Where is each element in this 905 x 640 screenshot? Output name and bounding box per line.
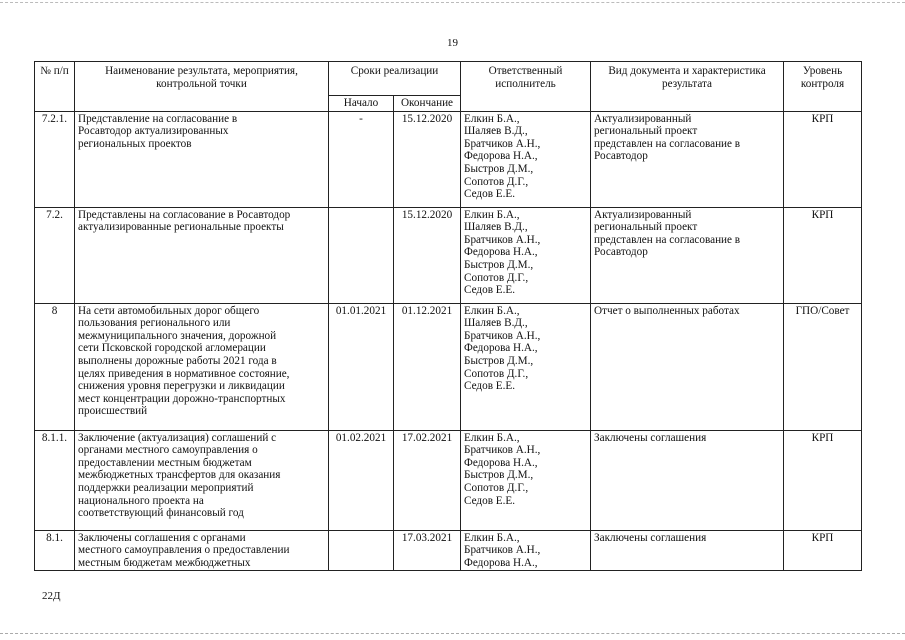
row-level: КРП xyxy=(784,530,862,571)
row-doc-type: Заключены соглашения xyxy=(591,530,784,571)
row-end: 15.12.2020 xyxy=(394,111,461,207)
scan-edge-top xyxy=(0,2,905,3)
row-name: Представление на согласование в Росавтодор актуализированных региональных проектов xyxy=(75,111,329,207)
row-num: 8 xyxy=(35,303,75,430)
row-start: - xyxy=(329,111,394,207)
scan-edge-bottom xyxy=(0,633,905,634)
row-doc-type: Актуализированный региональный проект представлен на согласование в Росавтодор xyxy=(591,207,784,303)
row-num: 7.2. xyxy=(35,207,75,303)
header-name: Наименование результата, мероприятия, контрольной точки xyxy=(75,62,329,112)
row-level: КРП xyxy=(784,111,862,207)
table-row xyxy=(35,430,862,530)
row-responsible: Елкин Б.А., Шаляев В.Д., Братчиков А.Н., Федорова Н.А., Быстров Д.М., Сопотов Д.Г., Седов Е.Е. xyxy=(461,303,591,430)
header-level: Уровень контроля xyxy=(784,62,862,112)
page-number: 19 xyxy=(447,37,458,49)
row-level: КРП xyxy=(784,430,862,530)
header-end: Окончание xyxy=(394,96,461,112)
row-start xyxy=(329,530,394,571)
row-start: 01.01.2021 xyxy=(329,303,394,430)
table-row xyxy=(35,530,862,571)
table-row xyxy=(35,207,862,303)
row-level: КРП xyxy=(784,207,862,303)
row-doc-type: Отчет о выполненных работах xyxy=(591,303,784,430)
row-start: 01.02.2021 xyxy=(329,430,394,530)
row-num: 8.1.1. xyxy=(35,430,75,530)
row-end: 17.02.2021 xyxy=(394,430,461,530)
row-end: 15.12.2020 xyxy=(394,207,461,303)
row-doc-type: Заключены соглашения xyxy=(591,430,784,530)
row-end: 01.12.2021 xyxy=(394,303,461,430)
row-responsible: Елкин Б.А., Шаляев В.Д., Братчиков А.Н., Федорова Н.А., Быстров Д.М., Сопотов Д.Г., Седов Е.Е. xyxy=(461,207,591,303)
row-name: Представлены на согласование в Росавтодор актуализированные региональные проекты xyxy=(75,207,329,303)
row-responsible: Елкин Б.А., Братчиков А.Н., Федорова Н.А., Быстров Д.М., Сопотов Д.Г., Седов Е.Е. xyxy=(461,430,591,530)
header-terms: Сроки реализации xyxy=(329,62,461,96)
row-name: Заключение (актуализация) соглашений с органами местного самоуправления о предоставлении местным бюджетам межбюджетных трансфертов для оказания поддержки реализации мероприятий национального проекта на соответствующий финансовый год xyxy=(75,430,329,530)
row-doc-type: Актуализированный региональный проект представлен на согласование в Росавтодор xyxy=(591,111,784,207)
row-num: 8.1. xyxy=(35,530,75,571)
row-end: 17.03.2021 xyxy=(394,530,461,571)
row-num: 7.2.1. xyxy=(35,111,75,207)
header-num: № п/п xyxy=(35,62,75,112)
row-name: Заключены соглашения с органами местного самоуправления о предоставлении местным бюджетам межбюджетных xyxy=(75,530,329,571)
row-level: ГПО/Совет xyxy=(784,303,862,430)
row-start xyxy=(329,207,394,303)
table-row xyxy=(35,111,862,207)
row-responsible: Елкин Б.А., Шаляев В.Д., Братчиков А.Н., Федорова Н.А., Быстров Д.М., Сопотов Д.Г., Седов Е.Е. xyxy=(461,111,591,207)
header-doc-type: Вид документа и характеристика результата xyxy=(591,62,784,112)
row-responsible: Елкин Б.А., Братчиков А.Н., Федорова Н.А., xyxy=(461,530,591,571)
table-row xyxy=(35,303,862,430)
header-responsible: Ответственный исполнитель xyxy=(461,62,591,112)
row-name: На сети автомобильных дорог общего пользования регионального или межмуниципального значения, дорожной сети Псковской городской агломерации выполнены дорожные работы 2021 года в целях приведения в нормативное состояние, снижения уровня перегрузки и ликвидации мест концентрации дорожно-транспортных происшествий xyxy=(75,303,329,430)
header-start: Начало xyxy=(329,96,394,112)
footer-document-code: 22Д xyxy=(42,590,61,602)
table-header-row xyxy=(35,62,862,96)
implementation-plan-table xyxy=(34,61,862,571)
